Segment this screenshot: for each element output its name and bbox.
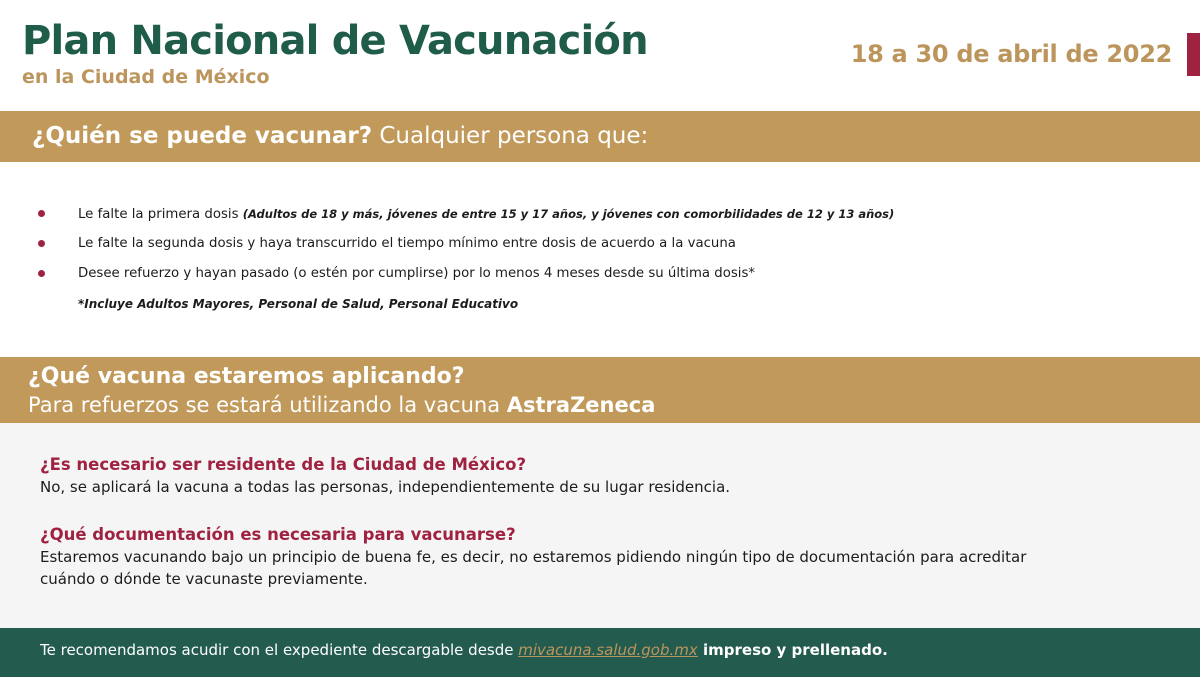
faq-question-residency: ¿Es necesario ser residente de la Ciudad de México? <box>40 455 527 474</box>
bullet-icon <box>38 270 45 277</box>
who-section-heading <box>32 121 648 151</box>
list-item-text <box>78 264 755 284</box>
footer-prefix: Te recomendamos acudir con el expediente descargable desde <box>40 641 519 659</box>
page-subtitle: en la Ciudad de México <box>22 66 270 88</box>
list-item <box>0 202 1200 226</box>
list-item-text <box>78 204 894 225</box>
criteria-text-1: Le falte la primera dosis <box>78 207 243 222</box>
faq-answer-documents: Estaremos vacunando bajo un principio de buena fe, es decir, no estaremos pidiendo ningún tipo de documentación para acreditar cuándo o dónde te vacunaste previamente. <box>40 548 1027 588</box>
who-section-band <box>0 111 1200 162</box>
footer <box>0 628 1200 677</box>
who-continuation: Cualquier persona que: <box>379 123 649 149</box>
criteria-text-2: Le falte la segunda dosis y haya transcurrido el tiempo mínimo entre dosis de acuerdo a la vacuna <box>78 236 736 251</box>
footer-text <box>40 639 888 661</box>
date-range: 18 a 30 de abril de 2022 <box>850 40 1172 68</box>
vaccine-question: ¿Qué vacuna estaremos aplicando? <box>28 364 465 389</box>
accent-bar <box>1187 33 1200 76</box>
footer-suffix: impreso y prellenado. <box>697 641 888 659</box>
list-item <box>0 262 1200 286</box>
footnote: *Incluye Adultos Mayores, Personal de Salud, Personal Educativo <box>78 297 519 311</box>
header <box>0 0 1200 110</box>
faq-question-documents: ¿Qué documentación es necesaria para vacunarse? <box>40 525 516 544</box>
vaccine-info-prefix: Para refuerzos se estará utilizando la vacuna <box>28 393 507 417</box>
faq-area <box>0 423 1200 628</box>
criteria-note-1: (Adultos de 18 y más, jóvenes de entre 15 y 17 años, y jóvenes con comorbilidades de 12 y 13 años) <box>242 207 895 221</box>
bullet-icon <box>38 210 45 217</box>
vaccine-name: AstraZeneca <box>506 393 656 417</box>
page-title: Plan Nacional de Vacunación <box>22 18 648 64</box>
list-item-text <box>78 234 736 254</box>
who-question: ¿Quién se puede vacunar? <box>32 123 373 149</box>
list-item <box>0 232 1200 256</box>
vaccine-section-band <box>0 357 1200 423</box>
criteria-text-3: Desee refuerzo y hayan pasado (o estén por cumplirse) por lo menos 4 meses desde su última dosis* <box>78 266 756 281</box>
vaccine-info <box>28 391 655 419</box>
faq-answer-residency: No, se aplicará la vacuna a todas las personas, independientemente de su lugar residencia. <box>40 478 731 496</box>
vaccine-site-link[interactable]: mivacuna.salud.gob.mx <box>518 641 698 659</box>
bullet-icon <box>38 240 45 247</box>
